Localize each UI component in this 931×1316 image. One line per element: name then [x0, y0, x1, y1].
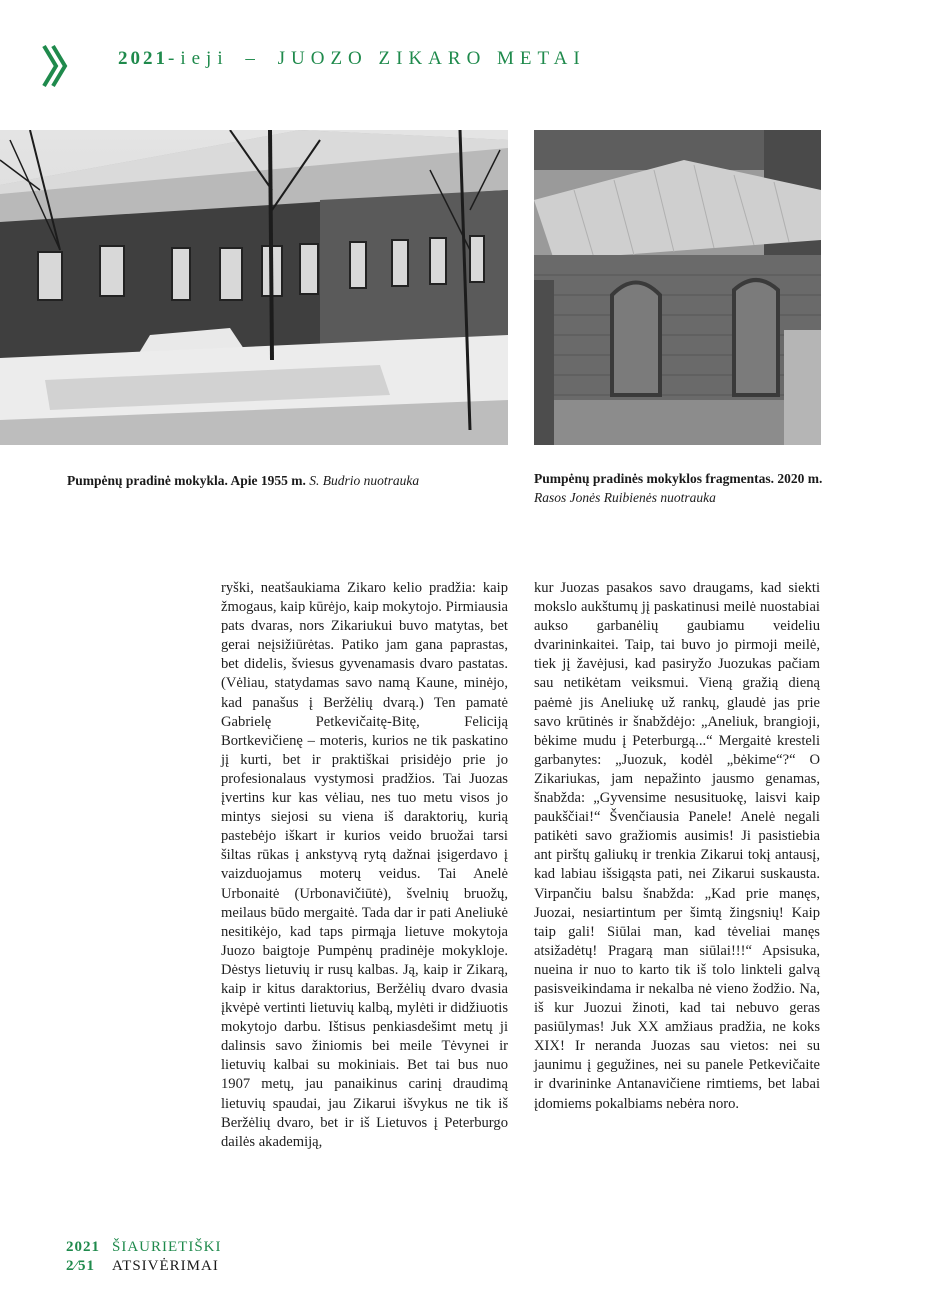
body-column-1: ryški, neatšaukiama Zikaro kelio pradžia: kaip žmogaus, kaip kūrėjo, kaip mokytojo. Pirmiausia pats dvaras, nors Zikariukui buvo matytas, bet gerai neįsižiūrėtas. Patiko jam gana paprastas, bet didelis, šviesus gyvenamasis dvaro pastatas. (Vėliau, statydamas savo namą Kaune, minėjo, kad panašus į Beržėlių dvarą.) Ten pamatė Gabrielę Petkevičaitę-Bitę, Feliciją Bortkevičienę – moteris, kurios ne tik paskatino jį kurti, bet ir praktiškai prisidėjo prie jo profesionalaus vystymosi pradžios. Tai Juozas įvertins kur kas vėliau, nes tuo metu visos jo mintys siejosi su viena iš daraktorių, kurią pastebėjo iškart ir kurios veido bruožai tarsi šiltas rūkas į ankstyvą rytą dažnai įsigerdavo į vaizduojamus moterų veidus. Tai Anelė Urbonaitė (Urbonavičiūtė), švelnių bruožų, meilaus būdo mergaitė. Tada dar ir pati Aneliukė nesitikėjo, kad taps pirmąja lietuve mokytoja Juozo baigtoje Pumpėnų pradinėje mokykloje. Dėstys lietuvių ir rusų kalbas. Ją, kaip ir Zikarą, kaip ir kitus daraktorius, Beržėlių dvaro dvasia įkvėpė vertinti lietuvių kalbą, mylėti ir didžiuotis mokytojo darbu. Ištisus penkiasdešimt metų ji dalinsis savo žiniomis bei meile Tėvynei ir lietuvių kalbai su mokiniais. Bet tai bus nuo 1907 metų, jau panaikinus carinį draudimą lietuvių spaudai, jau Zikarui išvykus ne tik iš Beržėlių dvaro, bet ir iš Lietuvos į Peterburgo dailės akademiją,: [221, 580, 508, 1150]
caption-2-title: Pumpėnų pradinės mokyklos fragmentas. 2020 m.: [534, 471, 823, 486]
photo-school-fragment-2020: [534, 130, 821, 445]
caption-1-credit: S. Budrio nuotrauka: [309, 473, 420, 488]
body-column-2: kur Juozas pasakos savo draugams, kad siekti mokslo aukštumų jį paskatinusi meilė nuostabiai aukso garbanėlių gaubiamu veideliu dvarininkaitei. Taip, tai buvo jo pirmoji meilė, tiek jį žavėjusi, kad pasiryžo Juozukas pačiam sau netikėtam veiksmui. Vieną gražią dieną paėmė jis Aneliukę už rankų, glaudė jas prie savo krūtinės ir šnabždėjo: „Aneliuk, brangioji, bėkime mudu į Peterburgą...“ Mergaitė kresteli garbanytes: „Juozuk, kodėl „bėkime“?“ O Zikariukas, jam nepažinto jausmo genamas, šnabžda: „Gyvensime nesusituokę, laisvi kaip paukščiai!“ Švenčiausia Panele! Anelė negali patikėti savo gražiomis ausimis! Ji pasistiebia ant pirštų galiukų ir trenkia Zikarui tokį antausį, kad labiau išsigąsta pati, nei Zikarui suskausta. Virpančiu balsu šnabžda: „Kad prie manęs, Juozai, nesiartintum per šimtą žingsnių! Kaip taip gali! Siūlai man, kad tėveliai manęs atsižadėtų! Pragarą man siūlai!!!“ Apsisuka, nueina ir nuo to karto tik iš tolo linkteli galvą pasisveikindama ir nekalba nė vieno žodžio. Na, iš kur Juozui žinoti, kad tai nebuvo geras pasiūlymas! Juk XX amžiaus pradžia, ne koks XIX! Ir neranda Juozas sau vietos: nei su jaunimu į gegužines, nei su panele Petkevičaite ir dvarininke Antanavičiene rimtiems, bet labai įdomiems pokalbiams nebėra noro.: [534, 580, 820, 1112]
caption-2-credit: Rasos Jonės Ruibienės nuotrauka: [534, 490, 716, 505]
caption-1-title: Pumpėnų pradinė mokykla. Apie 1955 m.: [67, 473, 306, 488]
header-year: 2021: [118, 48, 168, 69]
publication-name-line2: ATSIVĖRIMAI: [112, 1258, 219, 1274]
double-chevron-icon: [42, 44, 68, 88]
header-separator: –: [245, 48, 261, 69]
photo-caption-2: [534, 469, 824, 507]
header-title: JUOZO ZIKARO METAI: [277, 48, 586, 69]
publication-name-line1: ŠIAURIETIŠKI: [112, 1239, 222, 1255]
running-header: [118, 48, 586, 70]
folio-year: 2021: [66, 1239, 100, 1255]
header-year-suffix: -ieji: [168, 48, 229, 69]
photo-caption-1: [67, 471, 507, 490]
folio-issue: 2⁄51: [66, 1258, 96, 1274]
page-folio: [66, 1238, 222, 1276]
photo-school-1955: [0, 130, 508, 445]
